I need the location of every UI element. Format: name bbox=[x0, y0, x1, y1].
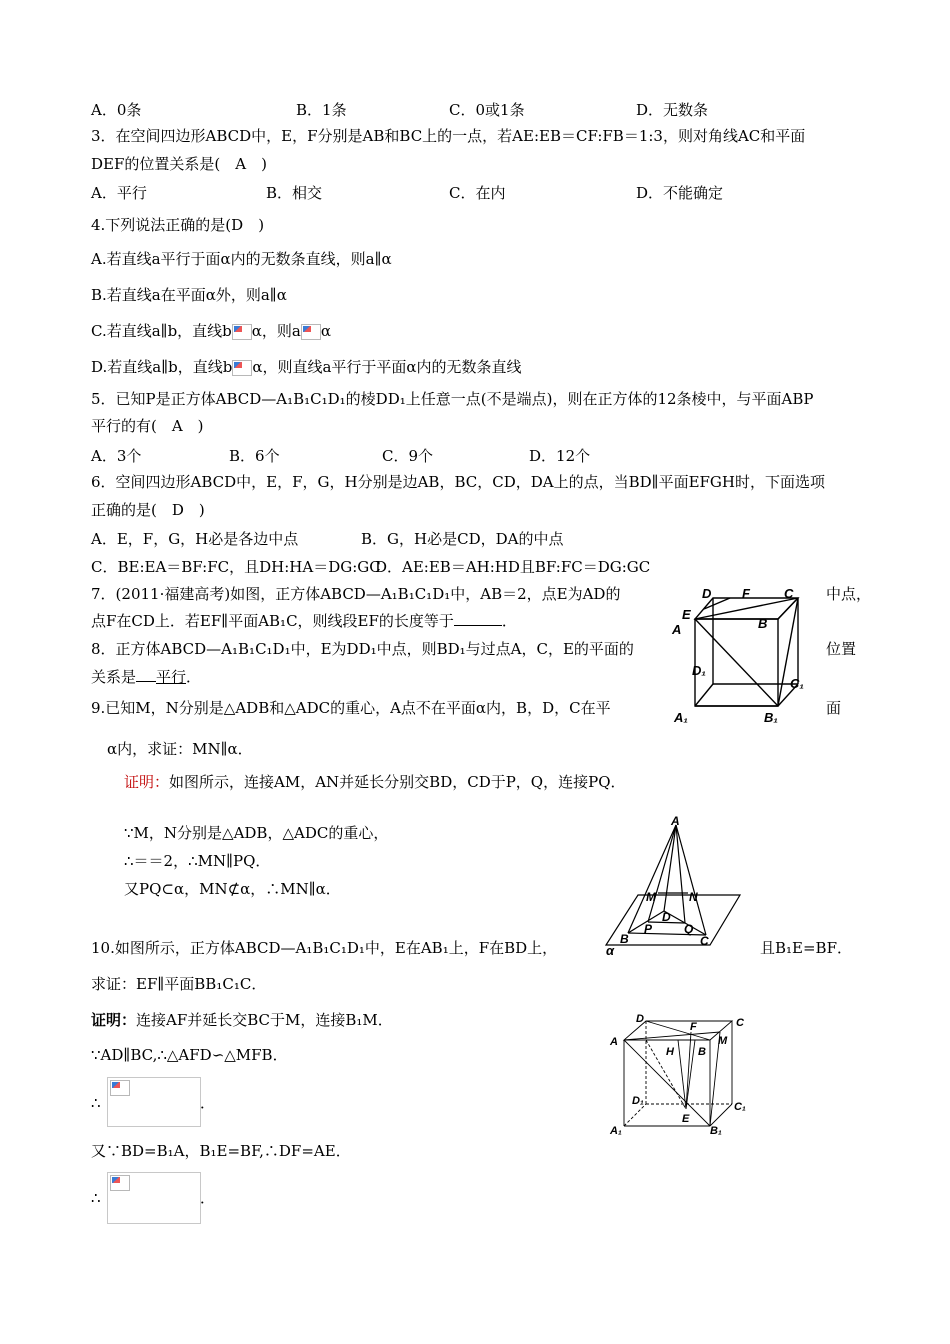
q9-proof-line2: ∵M，N分别是△ADB，△ADC的重心， bbox=[124, 824, 389, 842]
q3-option-a: A．平行 bbox=[91, 184, 147, 202]
fig3-label: B₁ bbox=[710, 1125, 722, 1137]
q2-option-b: B．1条 bbox=[296, 101, 347, 119]
q9-stem-line2: α内，求证：MN∥α． bbox=[107, 740, 253, 758]
fig3-label: E bbox=[682, 1113, 690, 1125]
q5-option-a: A．3个 bbox=[91, 447, 142, 465]
q5-option-b: B．6个 bbox=[229, 447, 280, 465]
q7-stem-line1: 7．(2011·福建高考)如图，正方体ABCD—A₁B₁C₁D₁中，AB＝2，点E为AD的 bbox=[91, 585, 621, 603]
broken-image-icon bbox=[232, 360, 252, 376]
q6-option-b: B．G，H必是CD，DA的中点 bbox=[361, 530, 564, 548]
fig1-label: A₁ bbox=[674, 710, 688, 725]
q9-stem-line1-end: 面 bbox=[826, 699, 842, 717]
q3-stem-line1: 3．在空间四边形ABCD中，E，F分别是AB和BC上的一点，若AE:EB＝CF:FB＝1:3，则对角线AC和平面 bbox=[91, 127, 806, 145]
q3-option-c: C．在内 bbox=[449, 184, 506, 202]
fig2-label: P bbox=[644, 922, 653, 936]
fig1-label: E bbox=[682, 607, 691, 622]
q4-option-d bbox=[91, 357, 522, 377]
q3-stem-line2: DEF的位置关系是( A ) bbox=[91, 155, 267, 173]
q5-option-c: C．9个 bbox=[382, 447, 434, 465]
q8-line2-end: ． bbox=[186, 668, 202, 686]
q10-proof-line1 bbox=[91, 1010, 393, 1030]
q4-d-text2: α，则直线a平行于平面α内的无数条直线 bbox=[252, 358, 522, 376]
q4-c-text3: α bbox=[320, 322, 332, 340]
q6-stem-line1: 6．空间四边形ABCD中，E，F，G，H分别是边AB，BC，CD，DA上的点，当BD∥平面EFGH时，下面选项 bbox=[91, 473, 825, 491]
broken-image-icon bbox=[110, 1175, 130, 1191]
q2-option-d: D．无数条 bbox=[636, 101, 709, 119]
fig3-label: F bbox=[690, 1021, 697, 1033]
fig2-label: Q bbox=[684, 922, 694, 936]
fig3-label: D bbox=[636, 1013, 644, 1025]
therefore-symbol: ∴ bbox=[91, 1094, 101, 1112]
fig1-label: D₁ bbox=[692, 663, 706, 678]
q4-c-text2: α，则a bbox=[251, 322, 301, 340]
q6-option-c: C．BE:EA＝BF:FC，且DH:HA＝DG:GC bbox=[91, 558, 381, 576]
q3-option-d: D．不能确定 bbox=[636, 184, 724, 202]
pyramid-figure-q9 bbox=[600, 815, 750, 955]
answer-blank bbox=[454, 611, 502, 626]
q4-option-a: A.若直线a平行于面α内的无数条直线，则a∥α bbox=[91, 250, 392, 268]
fig2-label: A bbox=[671, 815, 680, 828]
q6-option-a: A．E，F，G，H必是各边中点 bbox=[91, 530, 299, 548]
fig3-label: A bbox=[610, 1036, 618, 1048]
q8-stem-line2 bbox=[91, 667, 201, 687]
q9-stem-line1: 9.已知M，N分别是△ADB和△ADC的重心，A点不在平面α内，B，D，C在平 bbox=[91, 699, 611, 717]
fig3-label: D₁ bbox=[632, 1095, 644, 1107]
q8-answer: 平行 bbox=[156, 668, 187, 686]
q5-stem-line1: 5．已知P是正方体ABCD—A₁B₁C₁D₁的棱DD₁上任意一点(不是端点)，则在正方体的12条棱中，与平面ABP bbox=[91, 390, 814, 408]
fig3-label: C bbox=[736, 1017, 744, 1029]
period: ． bbox=[200, 1094, 216, 1112]
q4-stem: 4.下列说法正确的是(D ) bbox=[91, 216, 265, 234]
q2-option-a: A．0条 bbox=[91, 101, 142, 119]
q10-proof1-text: 连接AF并延长交BC于M，连接B₁M． bbox=[136, 1011, 393, 1029]
q10-proof-line3: 又∵BD=B₁A，B₁E=BF,∴DF=AE． bbox=[91, 1142, 351, 1160]
period: ． bbox=[200, 1189, 216, 1207]
missing-formula-image bbox=[107, 1172, 201, 1224]
fig2-label: B bbox=[620, 932, 629, 946]
broken-image-icon bbox=[110, 1080, 130, 1096]
q9-proof-line4: 又PQ⊂α，MN⊄α，∴MN∥α． bbox=[124, 880, 341, 898]
fig2-label: D bbox=[662, 910, 671, 924]
q3-option-b: B．相交 bbox=[266, 184, 323, 202]
q4-c-text1: C.若直线a∥b，直线b bbox=[91, 322, 232, 340]
fig1-label: F bbox=[742, 586, 750, 601]
fig3-label: C₁ bbox=[734, 1101, 746, 1113]
q4-option-b: B.若直线a在平面α外，则a∥α bbox=[91, 286, 287, 304]
q10-stem-line2: 求证：EF∥平面BB₁C₁C． bbox=[91, 975, 267, 993]
q7-stem-line1-end: 中点， bbox=[826, 585, 872, 603]
fig3-label: B bbox=[698, 1046, 706, 1058]
q6-stem-line2: 正确的是( D ) bbox=[91, 501, 205, 519]
q9-proof-line1 bbox=[124, 772, 626, 792]
q4-d-text1: D.若直线a∥b，直线b bbox=[91, 358, 233, 376]
q2-option-c: C．0或1条 bbox=[449, 101, 525, 119]
q7-line2-end: ． bbox=[501, 612, 517, 630]
q7-line2-text: 点F在CD上．若EF∥平面AB₁C，则线段EF的长度等于 bbox=[91, 612, 454, 630]
fig3-label: M bbox=[718, 1035, 728, 1047]
cube-figure-q7 bbox=[668, 584, 818, 729]
q9-proof-line3: ∴＝＝2，∴MN∥PQ． bbox=[124, 852, 271, 870]
q9-proof1-text: 如图所示，连接AM，AN并延长分别交BD，CD于P，Q，连接PQ． bbox=[169, 773, 626, 791]
fig1-label: B bbox=[758, 616, 768, 631]
q10-proof-line2: ∵AD∥BC,∴△AFD∽△MFB． bbox=[91, 1046, 288, 1064]
q6-option-d: D．AE:EB＝AH:HD且BF:FC＝DG:GC bbox=[375, 558, 651, 576]
q5-option-d: D．12个 bbox=[529, 447, 591, 465]
fig1-label: D bbox=[702, 586, 712, 601]
q5-stem-line2: 平行的有( A ) bbox=[91, 417, 204, 435]
fig1-label: C bbox=[784, 586, 794, 601]
fig1-label: C₁ bbox=[790, 676, 804, 691]
fig3-label: A₁ bbox=[610, 1125, 622, 1137]
therefore-symbol: ∴ bbox=[91, 1189, 101, 1207]
cube-figure-q10 bbox=[606, 1010, 756, 1140]
q8-stem-line1-end: 位置 bbox=[826, 640, 857, 658]
proof-label: 证明： bbox=[124, 773, 170, 791]
proof-label: 证明： bbox=[91, 1011, 137, 1029]
fig1-label: B₁ bbox=[764, 710, 778, 725]
missing-formula-image bbox=[107, 1077, 201, 1127]
q10-stem-line1-end: 且B₁E=BF． bbox=[760, 939, 852, 957]
fig2-label: N bbox=[689, 890, 698, 904]
broken-image-icon bbox=[301, 324, 321, 340]
fig2-label: C bbox=[700, 934, 709, 948]
q7-stem-line2 bbox=[91, 611, 517, 631]
q8-stem-line1: 8．正方体ABCD—A₁B₁C₁D₁中，E为DD₁中点，则BD₁与过点A，C，E的平面的 bbox=[91, 640, 634, 658]
fig2-label: M bbox=[646, 890, 656, 904]
q8-line2-text: 关系是 bbox=[91, 668, 137, 686]
q10-stem-line1: 10.如图所示，正方体ABCD—A₁B₁C₁D₁中，E在AB₁上，F在BD上， bbox=[91, 939, 558, 957]
fig3-label: H bbox=[666, 1046, 674, 1058]
fig2-label: α bbox=[606, 943, 615, 955]
fig1-label: A bbox=[672, 622, 682, 637]
q4-option-c bbox=[91, 321, 331, 341]
broken-image-icon bbox=[232, 324, 252, 340]
